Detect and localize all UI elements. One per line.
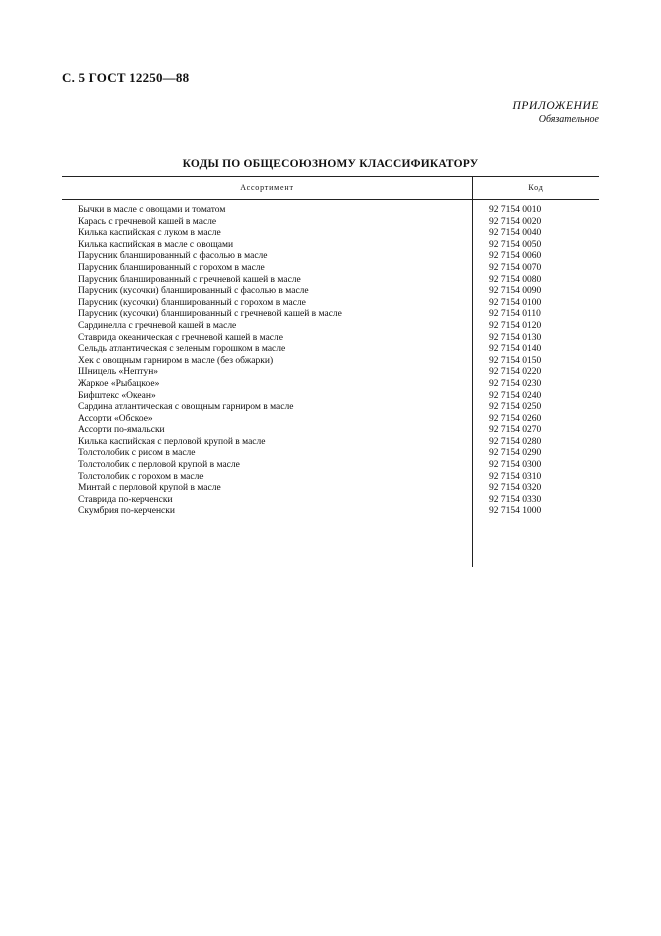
table-header (62, 176, 599, 200)
code-cell: 92 7154 0120 (489, 320, 542, 331)
code-cell: 92 7154 0040 (489, 228, 542, 239)
code-cell: 92 7154 1000 (489, 506, 542, 517)
assortment-cell: Скумбрия по-керченски (78, 506, 175, 517)
assortment-cell: Шницель «Нептун» (78, 367, 159, 378)
code-cell: 92 7154 0050 (489, 239, 542, 250)
assortment-cell: Жаркое «Рыбацкое» (78, 378, 160, 389)
code-cell: 92 7154 0140 (489, 344, 542, 355)
code-cell: 92 7154 0100 (489, 297, 542, 308)
assortment-cell: Ставрида по-керченски (78, 494, 173, 505)
code-cell: 92 7154 0230 (489, 378, 542, 389)
code-cell: 92 7154 0130 (489, 332, 542, 343)
assortment-cell: Парусник (кусочки) бланшированный с горохом в масле (78, 297, 306, 308)
assortment-cell: Бифштекс «Океан» (78, 390, 156, 401)
assortment-cell: Ассорти по-ямальски (78, 425, 165, 436)
code-cell: 92 7154 0020 (489, 216, 542, 227)
assortment-cell: Сельдь атлантическая с зеленым горошком в масле (78, 344, 286, 355)
appendix-title: ПРИЛОЖЕНИЕ (512, 100, 599, 112)
assortment-cell: Минтай с перловой крупой в масле (78, 483, 221, 494)
assortment-cell: Ассорти «Обское» (78, 413, 153, 424)
code-cell: 92 7154 0290 (489, 448, 542, 459)
document-title: КОДЫ ПО ОБЩЕСОЮЗНОМУ КЛАССИФИКАТОРУ (182, 158, 479, 170)
assortment-cell: Килька каспийская в масле с овощами (78, 239, 234, 250)
assortment-cell: Килька каспийская с перловой крупой в масле (78, 436, 266, 447)
assortment-cell: Килька каспийская с луком в масле (78, 228, 221, 239)
page-header: С. 5 ГОСТ 12250—88 (62, 70, 190, 85)
code-column (472, 200, 599, 567)
code-cell: 92 7154 0080 (489, 274, 542, 285)
code-cell: 92 7154 0090 (489, 286, 542, 297)
assortment-cell: Парусник (кусочки) бланшированный с гречневой кашей в масле (78, 309, 342, 320)
assortment-cell: Ставрида океаническая с гречневой кашей в масле (78, 332, 283, 343)
header-assortment: Ассортимент (240, 183, 294, 192)
code-cell: 92 7154 0270 (489, 425, 542, 436)
code-cell: 92 7154 0310 (489, 471, 542, 482)
appendix-label (513, 100, 599, 126)
code-cell: 92 7154 0280 (489, 436, 542, 447)
code-cell: 92 7154 0260 (489, 413, 542, 424)
code-cell: 92 7154 0330 (489, 494, 542, 505)
codes-table (62, 176, 599, 567)
assortment-cell: Парусник (кусочки) бланшированный с фасолью в масле (78, 286, 309, 297)
code-cell: 92 7154 0060 (489, 251, 542, 262)
assortment-cell: Парусник бланшированный с горохом в масле (78, 262, 265, 273)
code-cell: 92 7154 0250 (489, 402, 542, 413)
code-cell: 92 7154 0220 (489, 367, 542, 378)
assortment-cell: Толстолобик с рисом в масле (78, 448, 196, 459)
code-cell: 92 7154 0150 (489, 355, 542, 366)
assortment-cell: Сардинелла с гречневой кашей в масле (78, 320, 237, 331)
code-cell: 92 7154 0010 (489, 205, 542, 215)
appendix-status: Обязательное (538, 114, 599, 125)
header-code: Код (472, 177, 599, 199)
assortment-cell: Толстолобик с перловой крупой в масле (78, 460, 240, 471)
code-cell: 92 7154 0300 (489, 460, 542, 471)
code-cell: 92 7154 0110 (489, 309, 541, 320)
assortment-cell: Карась с гречневой кашей в масле (78, 216, 217, 227)
code-cell: 92 7154 0070 (489, 262, 542, 273)
assortment-cell: Сардина атлантическая с овощным гарниром в масле (78, 402, 294, 413)
assortment-cell: Парусник бланшированный с фасолью в масле (78, 251, 268, 262)
assortment-cell: Парусник бланшированный с гречневой кашей в масле (78, 274, 301, 285)
assortment-cell: Хек с овощным гарниром в масле (без обжарки) (78, 355, 274, 366)
assortment-cell: Толстолобик с горохом в масле (78, 471, 204, 482)
code-cell: 92 7154 0240 (489, 390, 542, 401)
assortment-column (62, 200, 472, 567)
table-body (62, 200, 599, 567)
code-cell: 92 7154 0320 (489, 483, 542, 494)
assortment-cell: Бычки в масле с овощами и томатом (78, 205, 226, 215)
